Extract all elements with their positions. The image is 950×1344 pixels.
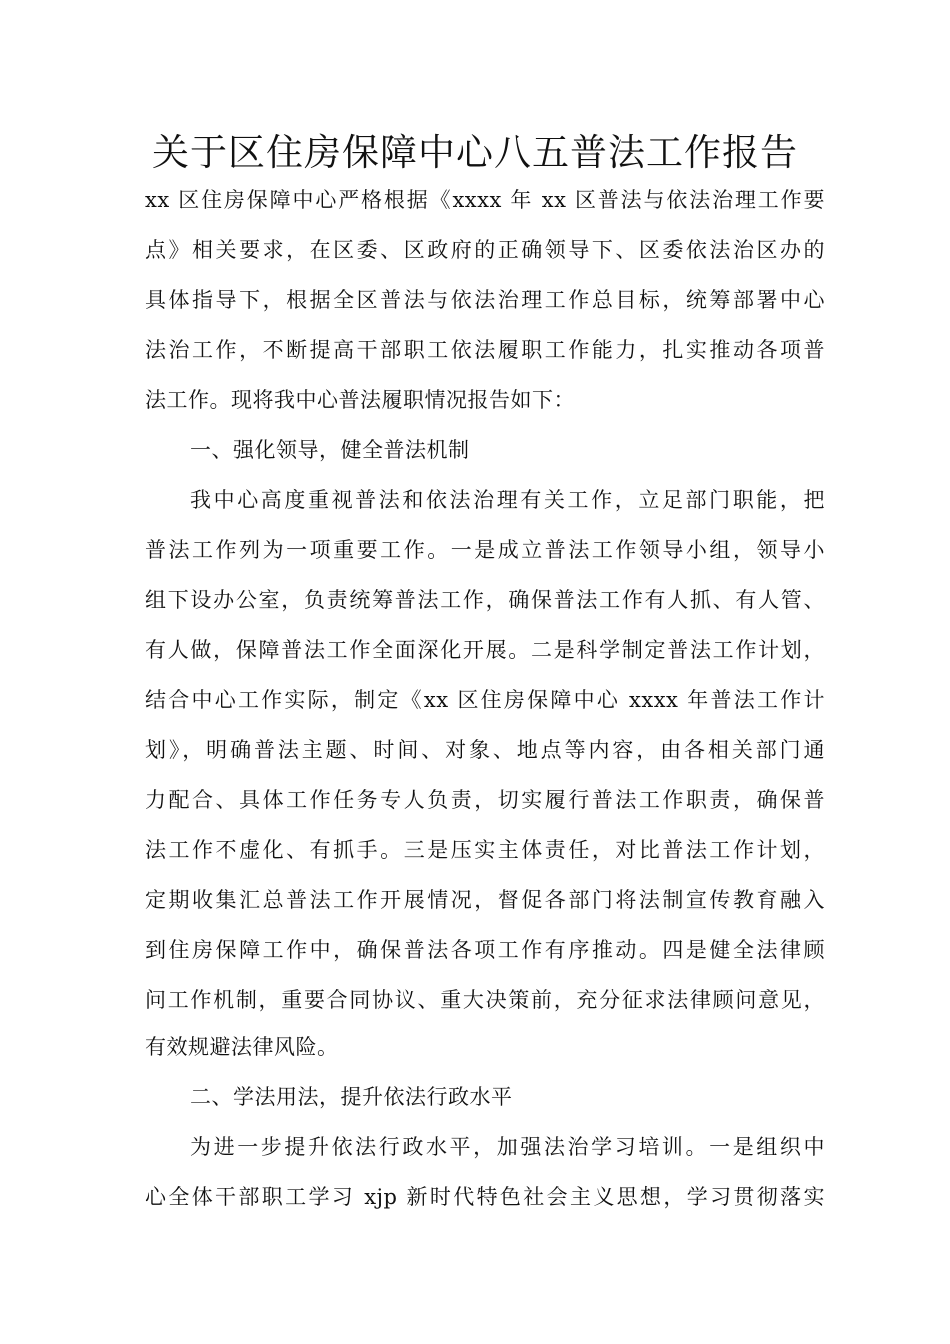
paragraph-line: 划》，明确普法主题、时间、对象、地点等内容，由各相关部门通 (145, 738, 825, 762)
paragraph-line: 到住房保障工作中，确保普法各项工作有序推动。四是健全法律顾 (145, 938, 825, 962)
paragraph-line: 组下设办公室，负责统筹普法工作，确保普法工作有人抓、有人管、 (145, 588, 825, 612)
paragraph-line: 法工作。现将我中心普法履职情况报告如下： (145, 388, 575, 412)
paragraph-line: 结合中心工作实际，制定《xx 区住房保障中心 xxxx 年普法工作计 (145, 688, 825, 712)
paragraph-line: 普法工作列为一项重要工作。一是成立普法工作领导小组，领导小 (145, 538, 825, 562)
paragraph-line: 具体指导下，根据全区普法与依法治理工作总目标，统筹部署中心 (145, 288, 825, 312)
paragraph-line: 有效规避法律风险。 (145, 1035, 339, 1059)
paragraph-line: 为进一步提升依法行政水平，加强法治学习培训。一是组织中 (190, 1135, 825, 1159)
section-heading: 二、学法用法，提升依法行政水平 (190, 1085, 513, 1109)
paragraph-line: 有人做，保障普法工作全面深化开展。二是科学制定普法工作计划， (145, 638, 825, 662)
paragraph-line: 法治工作，不断提高干部职工依法履职工作能力，扎实推动各项普 (145, 338, 825, 362)
paragraph-line: 问工作机制，重要合同协议、重大决策前，充分征求法律顾问意见， (145, 988, 825, 1012)
section-heading: 一、强化领导，健全普法机制 (190, 438, 470, 462)
paragraph-line: 点》相关要求，在区委、区政府的正确领导下、区委依法治区办的 (145, 238, 825, 262)
paragraph-line: 我中心高度重视普法和依法治理有关工作，立足部门职能，把 (190, 488, 825, 512)
document-title: 关于区住房保障中心八五普法工作报告 (152, 131, 798, 174)
paragraph-line: xx 区住房保障中心严格根据《xxxx 年 xx 区普法与依法治理工作要 (145, 188, 825, 212)
paragraph-line: 法工作不虚化、有抓手。三是压实主体责任，对比普法工作计划， (145, 838, 825, 862)
paragraph-line: 力配合、具体工作任务专人负责，切实履行普法工作职责，确保普 (145, 788, 825, 812)
paragraph-line: 定期收集汇总普法工作开展情况，督促各部门将法制宣传教育融入 (145, 888, 825, 912)
paragraph-line: 心全体干部职工学习 xjp 新时代特色社会主义思想，学习贯彻落实 (145, 1185, 825, 1209)
